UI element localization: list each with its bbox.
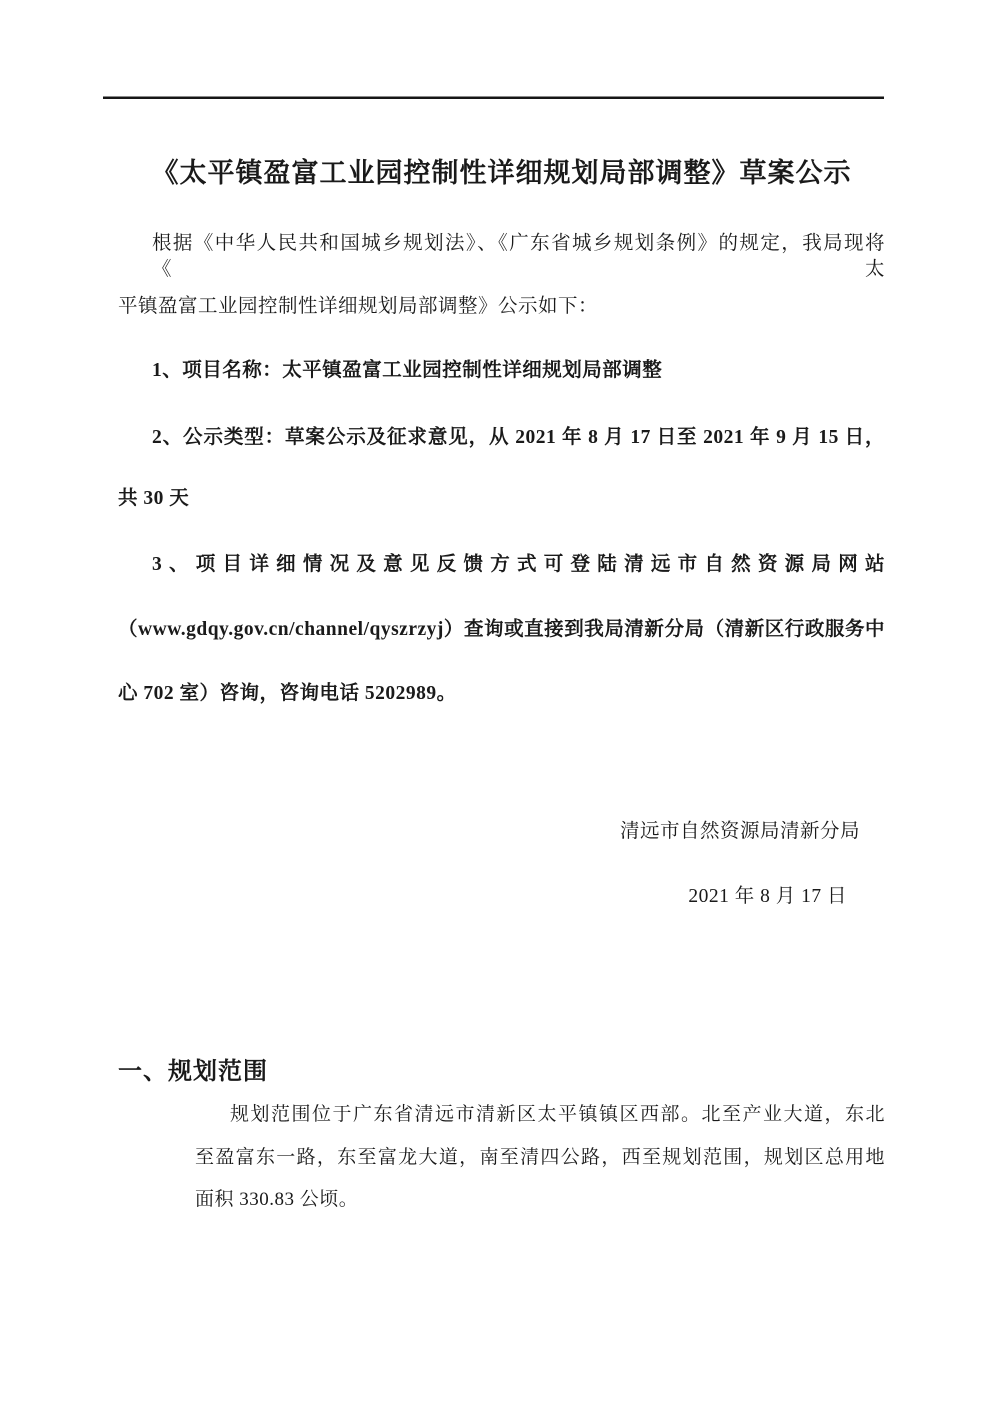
section-1-heading: 一、规划范围 xyxy=(118,1058,268,1085)
section-1-paragraph-line-1: 规划范围位于广东省清远市清新区太平镇镇区西部。北至产业大道，东北 xyxy=(230,1104,885,1125)
item-3-feedback-line-2: （www.gdqy.gov.cn/channel/qyszrzyj）查询或直接到我局清新分局（清新区行政服务中 xyxy=(118,619,885,640)
intro-paragraph-line-1: 根据《中华人民共和国城乡规划法》、《广东省城乡规划条例》的规定，我局现将《太 xyxy=(152,233,885,280)
item-2-notice-type-line-2: 共 30 天 xyxy=(118,488,190,509)
issuing-authority-signature: 清远市自然资源局清新分局 xyxy=(619,821,860,842)
item-3-feedback-line-1: 3、项目详细情况及意见反馈方式可登陆清远市自然资源局网站 xyxy=(152,554,885,575)
item-3-feedback-line-3: 心 702 室）咨询，咨询电话 5202989。 xyxy=(118,683,457,704)
item-1-project-name: 1、项目名称：太平镇盈富工业园控制性详细规划局部调整 xyxy=(152,360,663,381)
section-1-paragraph-line-2: 至盈富东一路，东至富龙大道，南至清四公路，西至规划范围，规划区总用地 xyxy=(195,1147,885,1168)
document-content xyxy=(118,0,885,1415)
item-2-notice-type-line-1: 2、公示类型：草案公示及征求意见，从 2021 年 8 月 17 日至 2021 年 9 月 15 日， xyxy=(152,427,885,448)
section-1-paragraph-line-3: 面积 330.83 公顷。 xyxy=(195,1189,359,1210)
document-title: 《太平镇盈富工业园控制性详细规划局部调整》草案公示 xyxy=(151,158,852,188)
document-date: 2021 年 8 月 17 日 xyxy=(688,886,847,907)
intro-paragraph-line-2: 平镇盈富工业园控制性详细规划局部调整》公示如下： xyxy=(118,296,599,317)
